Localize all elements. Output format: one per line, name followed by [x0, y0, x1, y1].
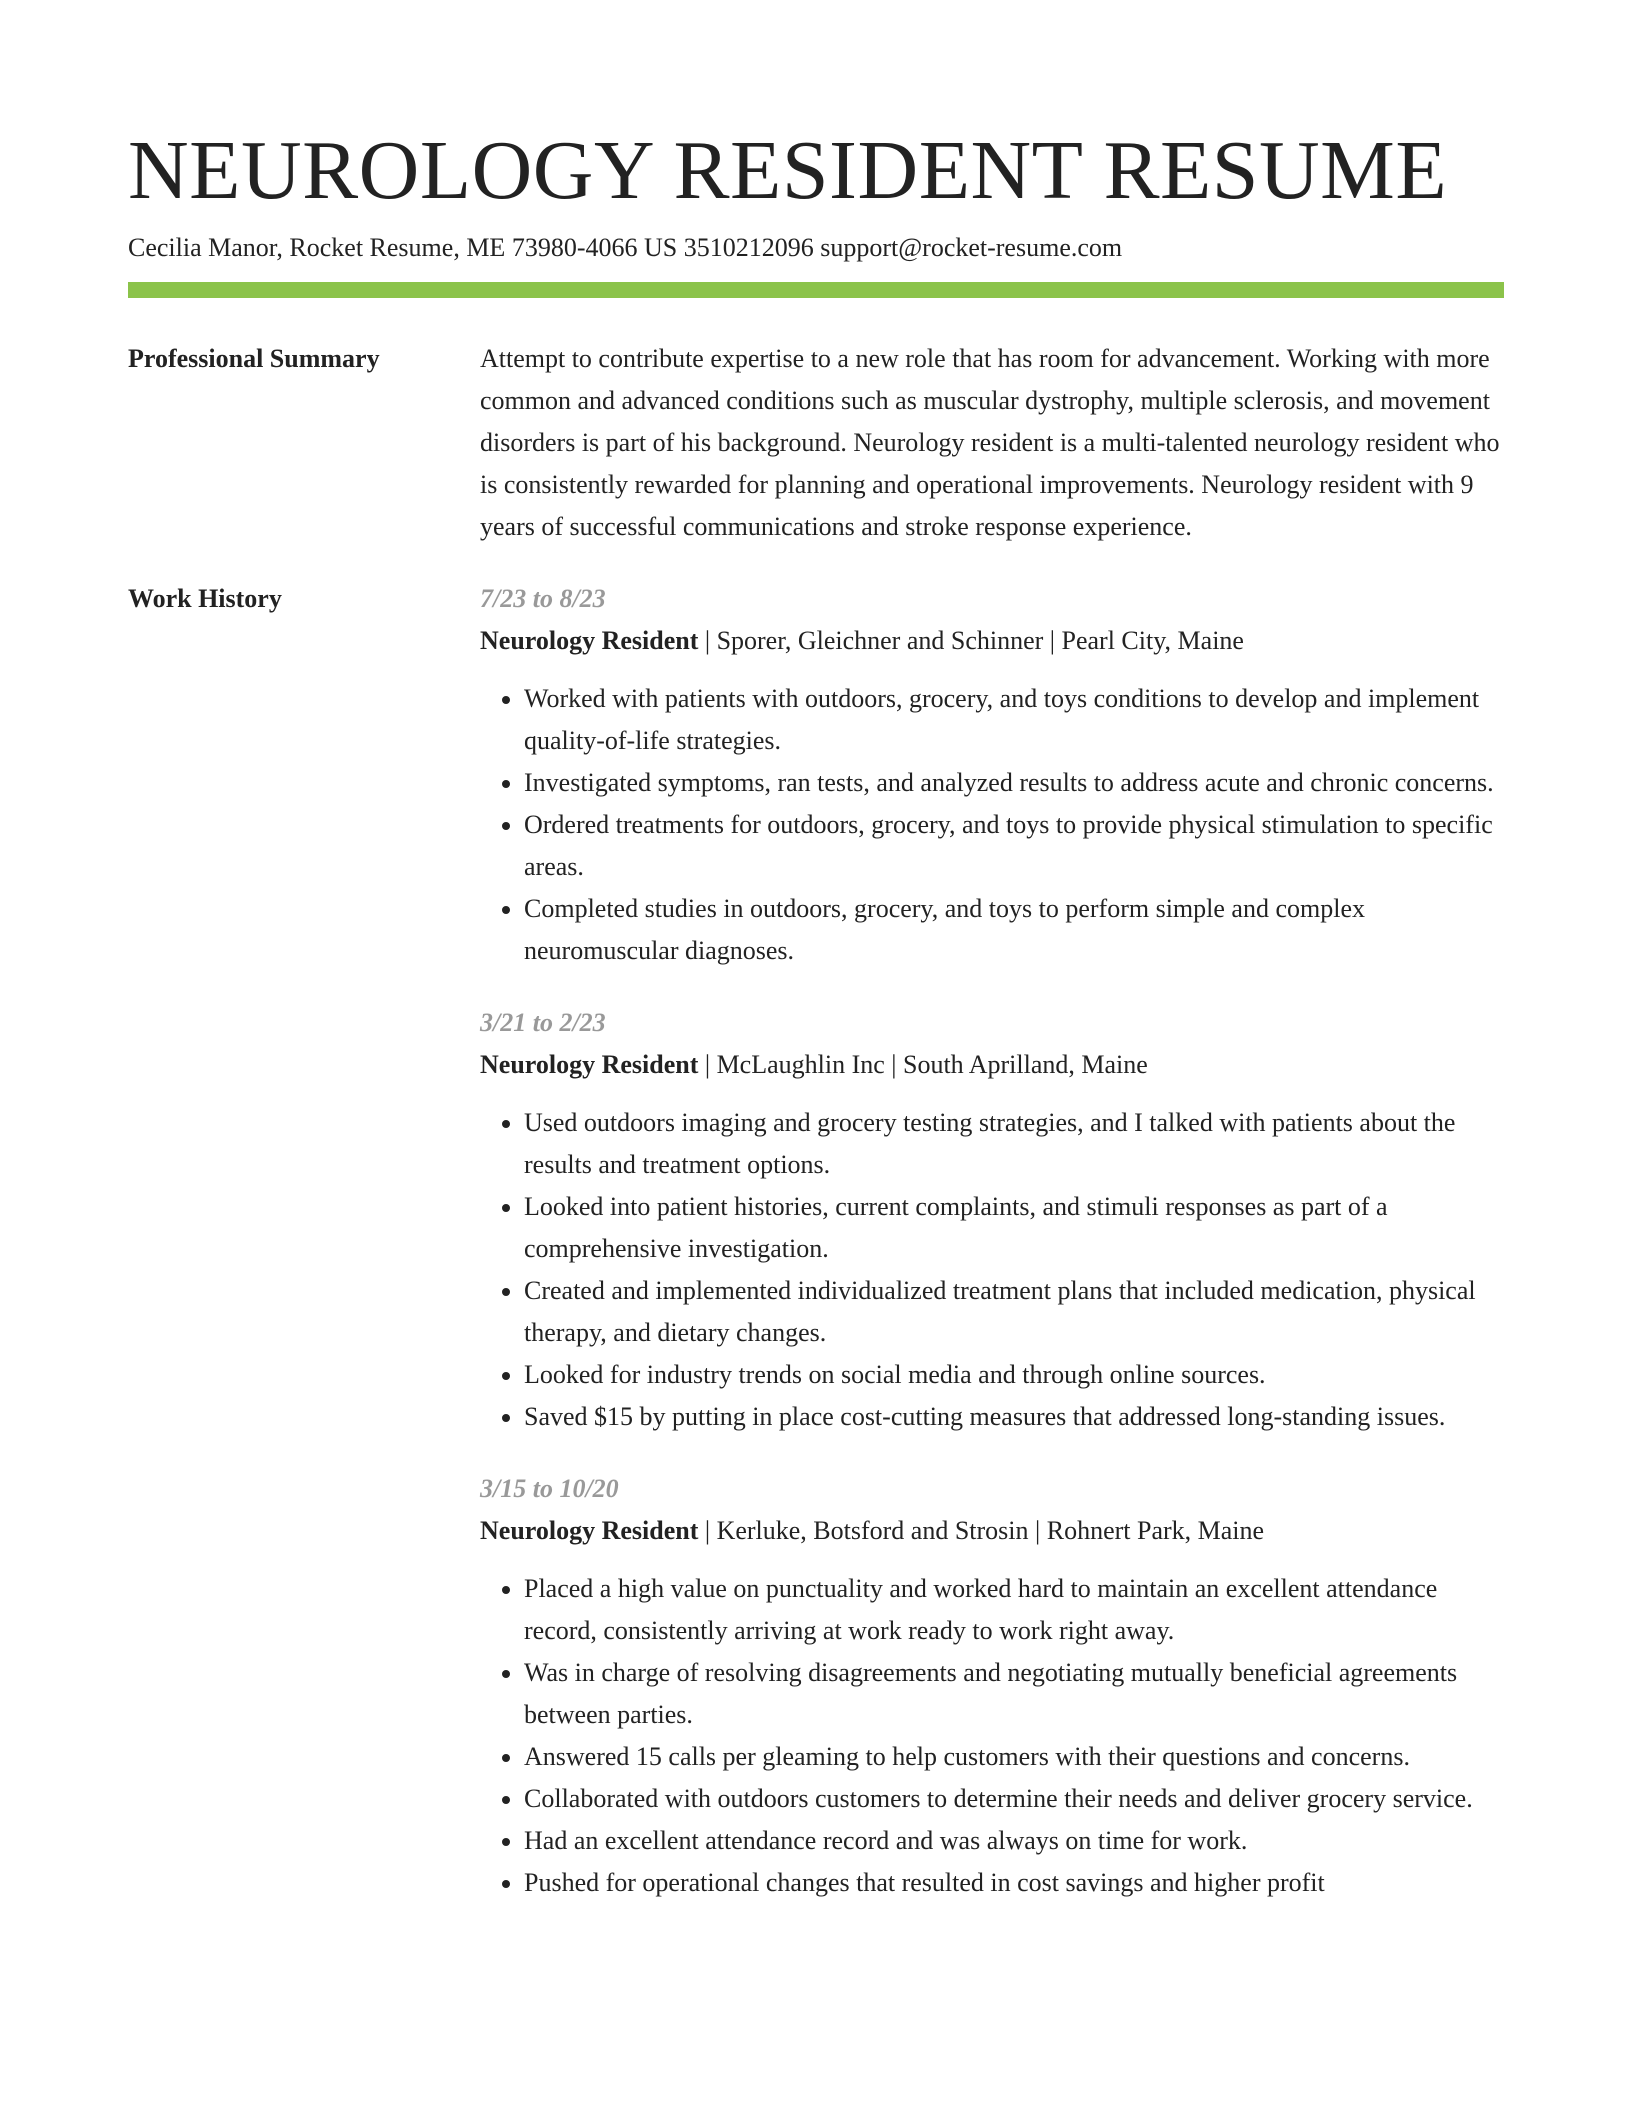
- summary-section: [128, 338, 1504, 548]
- job-bullet-list: [480, 678, 1504, 972]
- resume-title: NEUROLOGY RESIDENT RESUME: [128, 124, 1448, 217]
- work-history-heading: Work History: [128, 584, 282, 613]
- job-title: Neurology Resident: [480, 626, 699, 655]
- job-entry: [480, 1002, 1504, 1438]
- job-bullet: • Looked into patient histories, current complaints, and stimuli responses as part of a comprehensive investigation.: [524, 1186, 1504, 1270]
- job-employer-location: | Sporer, Gleichner and Schinner | Pearl City, Maine: [698, 626, 1244, 655]
- job-bullet: • Saved $15 by putting in place cost-cutting measures that addressed long-standing issues.: [524, 1396, 1504, 1438]
- job-dates: 3/15 to 10/20: [480, 1474, 619, 1503]
- resume-page: [128, 0, 1504, 1934]
- accent-divider: [128, 282, 1504, 298]
- job-bullet: • Had an excellent attendance record and was always on time for work.: [524, 1820, 1504, 1862]
- job-bullet: • Placed a high value on punctuality and worked hard to maintain an excellent attendance record, consistently arriving at work ready to work right away.: [524, 1568, 1504, 1652]
- job-entry: [480, 1468, 1504, 1904]
- job-employer-location: | McLaughlin Inc | South Aprilland, Maine: [698, 1050, 1148, 1079]
- job-bullet: • Pushed for operational changes that resulted in cost savings and higher profit: [524, 1862, 1504, 1904]
- job-title: Neurology Resident: [480, 1050, 699, 1079]
- job-employer-location: | Kerluke, Botsford and Strosin | Rohnert Park, Maine: [698, 1516, 1265, 1545]
- job-dates: 7/23 to 8/23: [480, 584, 606, 613]
- job-bullet: • Answered 15 calls per gleaming to help customers with their questions and concerns.: [524, 1736, 1504, 1778]
- contact-line: Cecilia Manor, Rocket Resume, ME 73980-4066 US 3510212096 support@rocket-resume.com: [128, 233, 1123, 262]
- work-history-body: [480, 578, 1504, 1934]
- job-bullet: • Collaborated with outdoors customers to determine their needs and deliver grocery service.: [524, 1778, 1504, 1820]
- job-heading: [480, 1510, 1504, 1552]
- job-bullet: • Was in charge of resolving disagreements and negotiating mutually beneficial agreements between parties.: [524, 1652, 1504, 1736]
- job-bullet: • Completed studies in outdoors, grocery, and toys to perform simple and complex neuromuscular diagnoses.: [524, 888, 1504, 972]
- summary-body: [480, 338, 1504, 548]
- job-bullet: • Worked with patients with outdoors, grocery, and toys conditions to develop and implement quality-of-life strategies.: [524, 678, 1504, 762]
- job-bullet: • Ordered treatments for outdoors, grocery, and toys to provide physical stimulation to specific areas.: [524, 804, 1504, 888]
- summary-text: Attempt to contribute expertise to a new role that has room for advancement. Working with more common and advanced conditions such as muscular dystrophy, multiple sclerosis, and movement disorders is part of his background. Neurology resident is a multi-talented neurology resident who is consistently rewarded for planning and operational improvements. Neurology resident with 9 years of successful communications and stroke response experience.: [480, 344, 1500, 541]
- job-bullet: • Investigated symptoms, ran tests, and analyzed results to address acute and chronic concerns.: [524, 762, 1504, 804]
- job-bullet: • Created and implemented individualized treatment plans that included medication, physical therapy, and dietary changes.: [524, 1270, 1504, 1354]
- job-bullet-list: [480, 1568, 1504, 1904]
- job-bullet: • Looked for industry trends on social media and through online sources.: [524, 1354, 1504, 1396]
- job-title: Neurology Resident: [480, 1516, 699, 1545]
- job-bullet-list: [480, 1102, 1504, 1438]
- job-entry: [480, 578, 1504, 972]
- job-dates: 3/21 to 2/23: [480, 1008, 606, 1037]
- job-heading: [480, 1044, 1504, 1086]
- summary-heading: Professional Summary: [128, 344, 380, 373]
- job-bullet: • Used outdoors imaging and grocery testing strategies, and I talked with patients about the results and treatment options.: [524, 1102, 1504, 1186]
- job-heading: [480, 620, 1504, 662]
- work-history-section: [128, 578, 1504, 1934]
